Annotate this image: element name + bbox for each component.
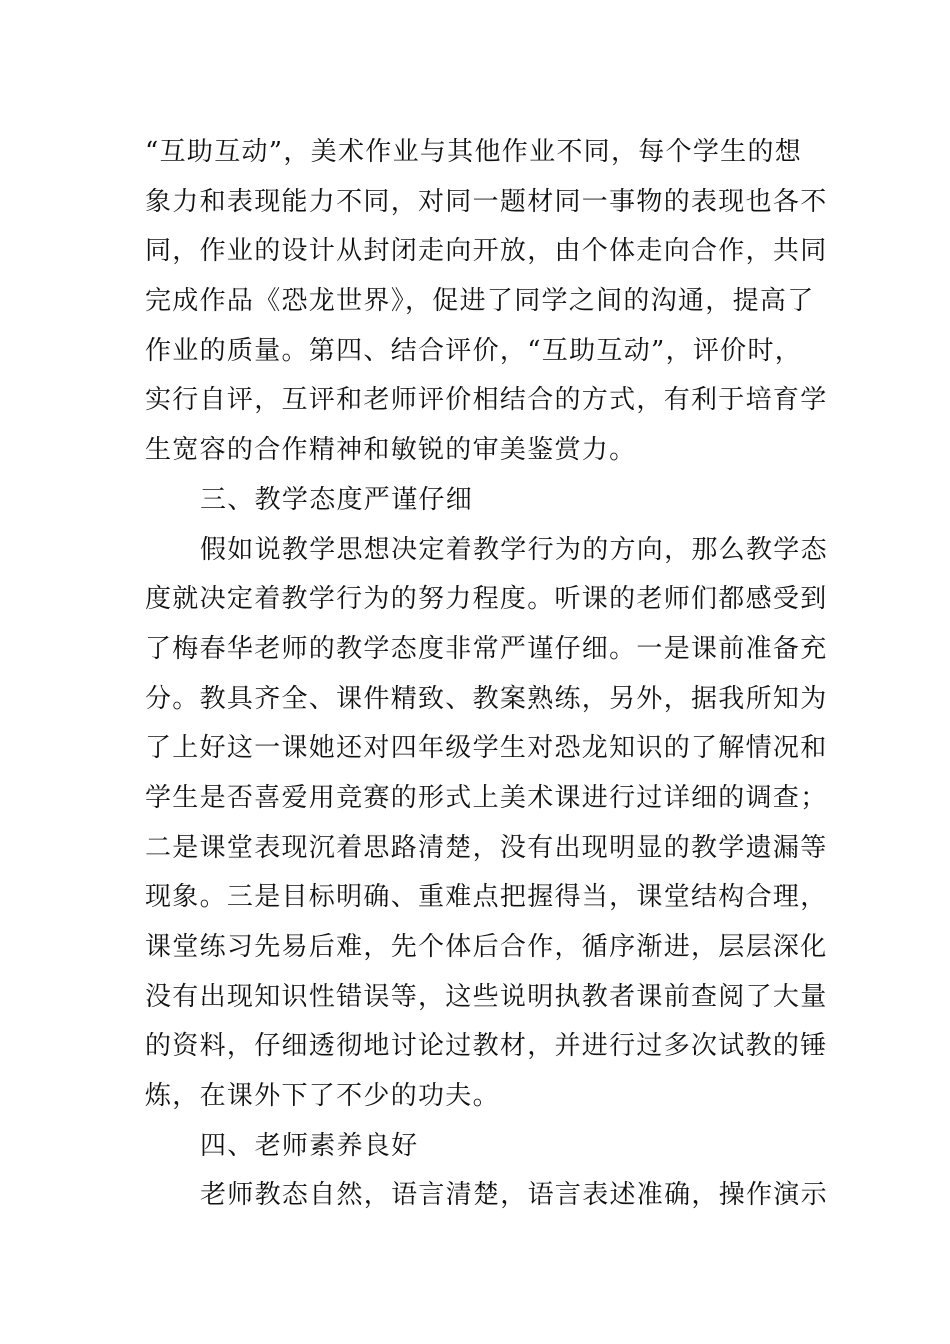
text-line: 了梅春华老师的教学态度非常严谨仔细。一是课前准备充 — [145, 633, 828, 664]
text-line: 象力和表现能力不同，对同一题材同一事物的表现也各不 — [145, 186, 828, 217]
text-line: 学生是否喜爱用竞赛的形式上美术课进行过详细的调查； — [145, 782, 828, 813]
text-line: 度就决定着教学行为的努力程度。听课的老师们都感受到 — [145, 584, 828, 615]
section-heading: 三、教学态度严谨仔细 — [200, 484, 474, 515]
text-line: 没有出现知识性错误等，这些说明执教者课前查阅了大量 — [145, 981, 828, 1012]
text-line: 实行自评，互评和老师评价相结合的方式，有利于培育学 — [145, 385, 828, 416]
text-line: 课堂练习先易后难，先个体后合作，循序渐进，层层深化 — [145, 932, 828, 962]
text-line: 完成作品《恐龙世界》，促进了同学之间的沟通，提高了 — [145, 286, 815, 317]
text-line: 炼，在课外下了不少的功夫。 — [145, 1081, 500, 1112]
text-line: 同，作业的设计从封闭走向开放，由个体走向合作，共同 — [145, 236, 828, 267]
document-body — [145, 128, 828, 1221]
text-line: 假如说教学思想决定着教学行为的方向，那么教学态 — [200, 534, 828, 565]
section-heading: 四、老师素养良好 — [200, 1130, 419, 1161]
text-line: 分。教具齐全、课件精致、教案熟练，另外，据我所知为 — [145, 683, 828, 714]
text-line: 老师教态自然，语言清楚，语言表述准确，操作演示 — [200, 1180, 828, 1211]
text-line: 作业的质量。第四、结合评价，“互助互动”，评价时， — [145, 335, 803, 366]
text-line: 现象。三是目标明确、重难点把握得当，课堂结构合理， — [145, 882, 828, 913]
text-line: 的资料，仔细透彻地讨论过教材，并进行过多次试教的锤 — [145, 1031, 828, 1062]
text-line: “互助互动”，美术作业与其他作业不同，每个学生的想 — [145, 137, 803, 167]
text-line: 生宽容的合作精神和敏锐的审美鉴赏力。 — [145, 435, 637, 466]
text-line: 二是课堂表现沉着思路清楚，没有出现明显的教学遗漏等 — [145, 832, 828, 863]
text-line: 了上好这一课她还对四年级学生对恐龙知识的了解情况和 — [145, 733, 828, 764]
